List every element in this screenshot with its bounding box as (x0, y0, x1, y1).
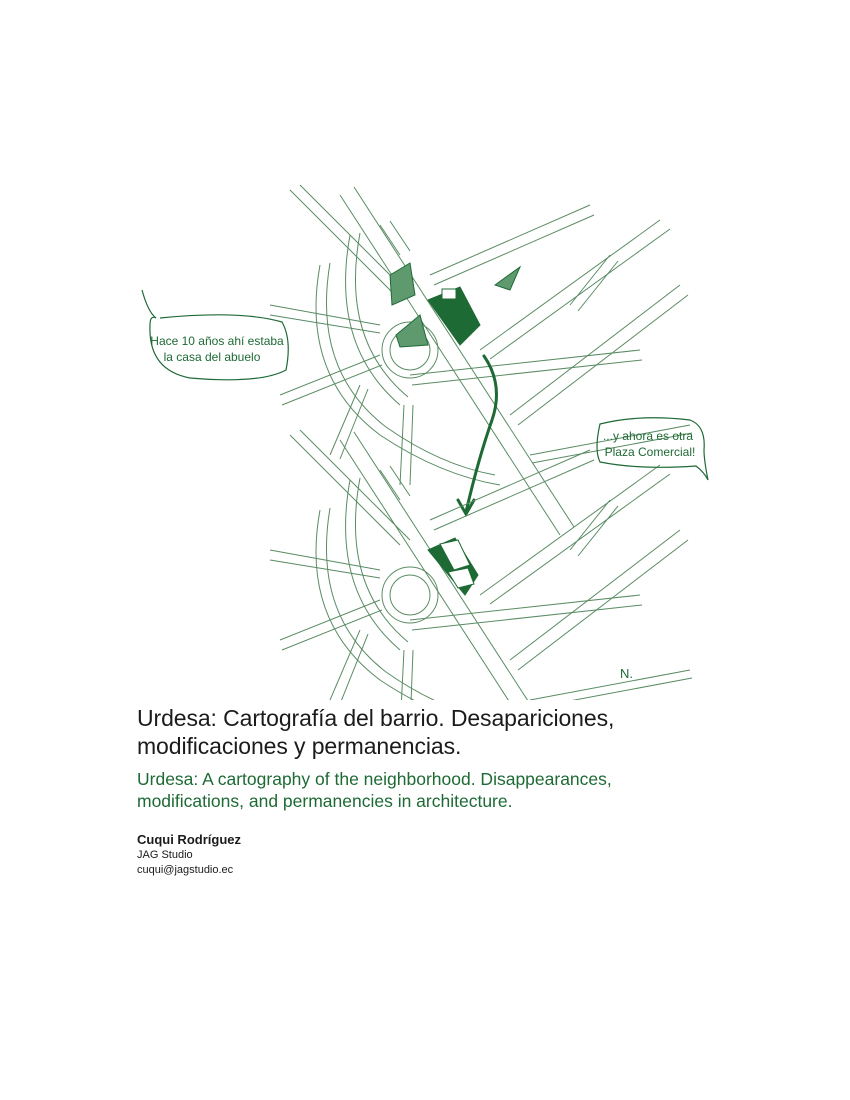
map-before (270, 185, 692, 535)
transition-arrow (466, 356, 497, 512)
map-after (270, 430, 692, 700)
author-affiliation: JAG Studio (137, 849, 193, 861)
bubble-left-line2: la casa del abuelo (163, 350, 261, 364)
bubble-right-line1: ...y ahora es otra (602, 429, 694, 443)
title-en-line2: modifications, and permanencies in architecture. (137, 791, 513, 811)
title-es-line2: modificaciones y permanencias. (137, 733, 462, 759)
bubble-left-line1: Hace 10 años ahí estaba (150, 334, 284, 348)
speech-bubble-left (142, 290, 288, 380)
title-es-line1: Urdesa: Cartografía del barrio. Desapariciones, (137, 705, 615, 731)
bubble-right-line2: Plaza Comercial! (604, 445, 696, 459)
paper-title-english (137, 768, 777, 812)
north-mark: N. (620, 666, 633, 681)
title-en-line1: Urdesa: A cartography of the neighborhood. Disappearances, (137, 769, 612, 789)
author-email[interactable]: cuqui@jagstudio.ec (137, 864, 234, 876)
author-name: Cuqui Rodríguez (137, 832, 241, 847)
paper-title-spanish (137, 704, 777, 760)
